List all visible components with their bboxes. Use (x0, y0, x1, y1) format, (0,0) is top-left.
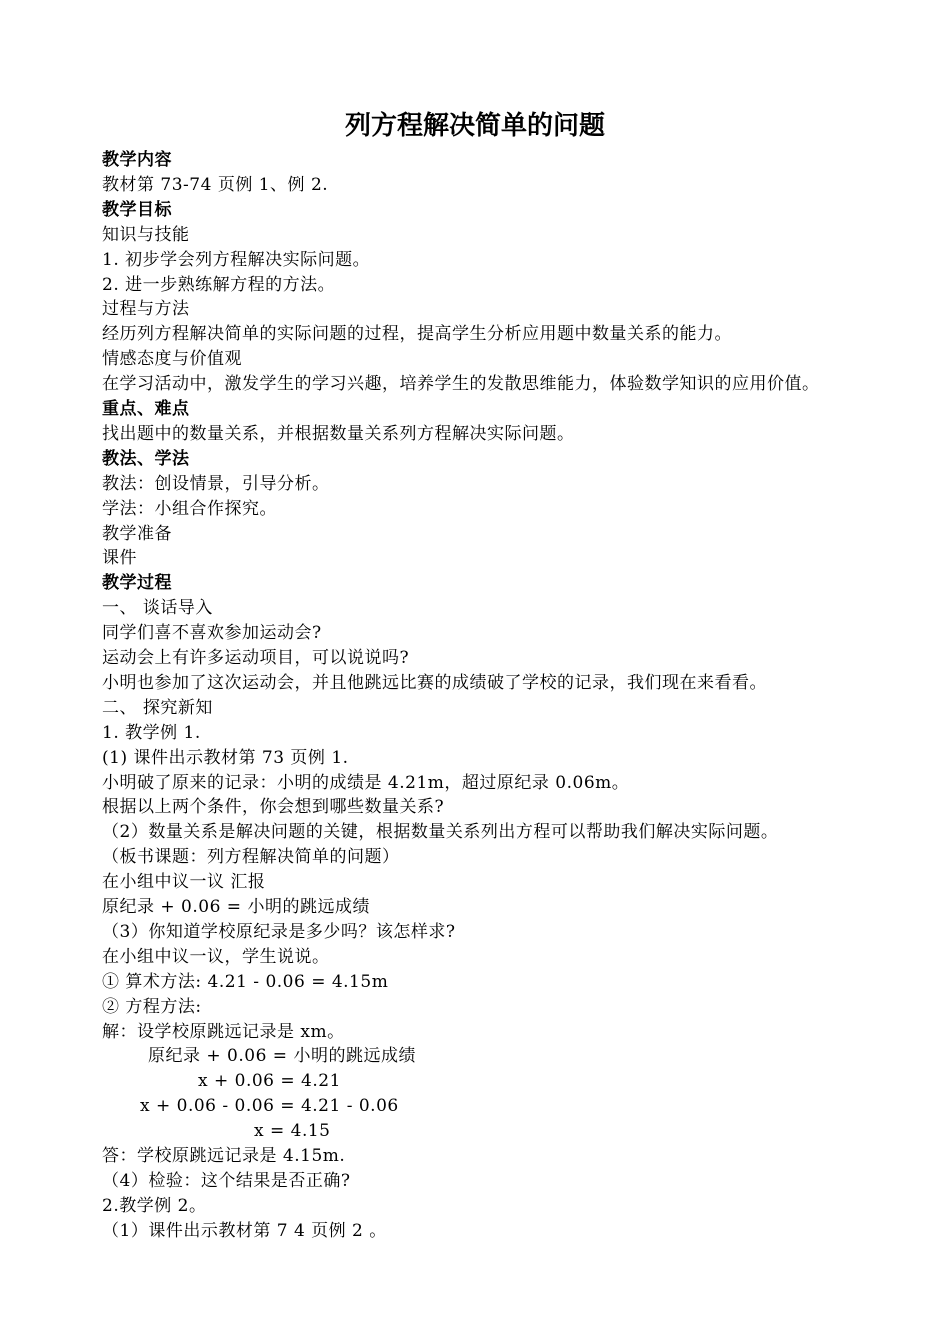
text-line: （1）课件出示教材第 7 4 页例 2 。 (102, 1221, 387, 1241)
section-heading: 教学目标 (102, 200, 172, 220)
text-line: 教法：创设情景，引导分析。 (102, 474, 330, 494)
text-line: 2. 进一步熟练解方程的方法。 (102, 275, 336, 295)
text-line: 在小组中议一议，学生说说。 (102, 947, 330, 967)
text-line: 学法：小组合作探究。 (102, 499, 277, 519)
text-line: 在学习活动中，激发学生的学习兴趣，培养学生的发散思维能力，体验数学知识的应用价值。 (102, 374, 820, 394)
text-line: 原纪录 + 0.06 = 小明的跳远成绩 (102, 897, 370, 917)
text-line: 找出题中的数量关系，并根据数量关系列方程解决实际问题。 (102, 424, 575, 444)
text-line: 运动会上有许多运动项目，可以说说吗? (102, 648, 410, 668)
text-line: 经历列方程解决简单的实际问题的过程，提高学生分析应用题中数量关系的能力。 (102, 324, 732, 344)
section-heading: 重点、难点 (102, 399, 190, 419)
text-line: 课件 (102, 548, 137, 568)
text-line: 1. 初步学会列方程解决实际问题。 (102, 250, 371, 270)
text-line: 小明破了原来的记录：小明的成绩是 4.21m，超过原纪录 0.06m。 (102, 773, 630, 793)
text-line: 一、 谈话导入 (102, 598, 213, 618)
text-line: ① 算术方法: 4.21 - 0.06 = 4.15m (102, 972, 389, 992)
text-line: 情感态度与价值观 (102, 349, 242, 369)
text-line: x + 0.06 = 4.21 (198, 1071, 341, 1091)
text-line: 教材第 73-74 页例 1、例 2. (102, 175, 329, 195)
text-line: ② 方程方法: (102, 997, 202, 1017)
text-line: 根据以上两个条件，你会想到哪些数量关系? (102, 797, 445, 817)
text-line: 在小组中议一议 汇报 (102, 872, 266, 892)
text-line: 1. 教学例 1. (102, 723, 201, 743)
section-heading: 教学内容 (102, 150, 172, 170)
text-line: （3）你知道学校原纪录是多少吗？该怎样求? (102, 922, 456, 942)
text-line: (1) 课件出示教材第 73 页例 1. (102, 748, 349, 768)
text-line: x = 4.15 (254, 1121, 331, 1141)
text-line: x + 0.06 - 0.06 = 4.21 - 0.06 (140, 1096, 399, 1116)
text-line: 教学准备 (102, 524, 172, 544)
text-line: （板书课题：列方程解决简单的问题） (102, 847, 400, 867)
text-line: 答：学校原跳远记录是 4.15m. (102, 1146, 346, 1166)
text-line: 解：设学校原跳远记录是 xm。 (102, 1022, 345, 1042)
section-heading: 教法、学法 (102, 449, 190, 469)
text-line: 同学们喜不喜欢参加运动会? (102, 623, 322, 643)
text-line: 小明也参加了这次运动会，并且他跳远比赛的成绩破了学校的记录，我们现在来看看。 (102, 673, 767, 693)
document-title: 列方程解决简单的问题 (344, 111, 605, 141)
text-line: （2）数量关系是解决问题的关键，根据数量关系列出方程可以帮助我们解决实际问题。 (102, 822, 779, 842)
text-line: 知识与技能 (102, 225, 190, 245)
text-line: 2.教学例 2。 (102, 1196, 207, 1216)
text-line: 过程与方法 (102, 299, 190, 319)
text-line: 二、 探究新知 (102, 698, 213, 718)
text-line: 原纪录 + 0.06 = 小明的跳远成绩 (148, 1046, 416, 1066)
text-line: （4）检验：这个结果是否正确? (102, 1171, 351, 1191)
section-heading: 教学过程 (102, 573, 172, 593)
